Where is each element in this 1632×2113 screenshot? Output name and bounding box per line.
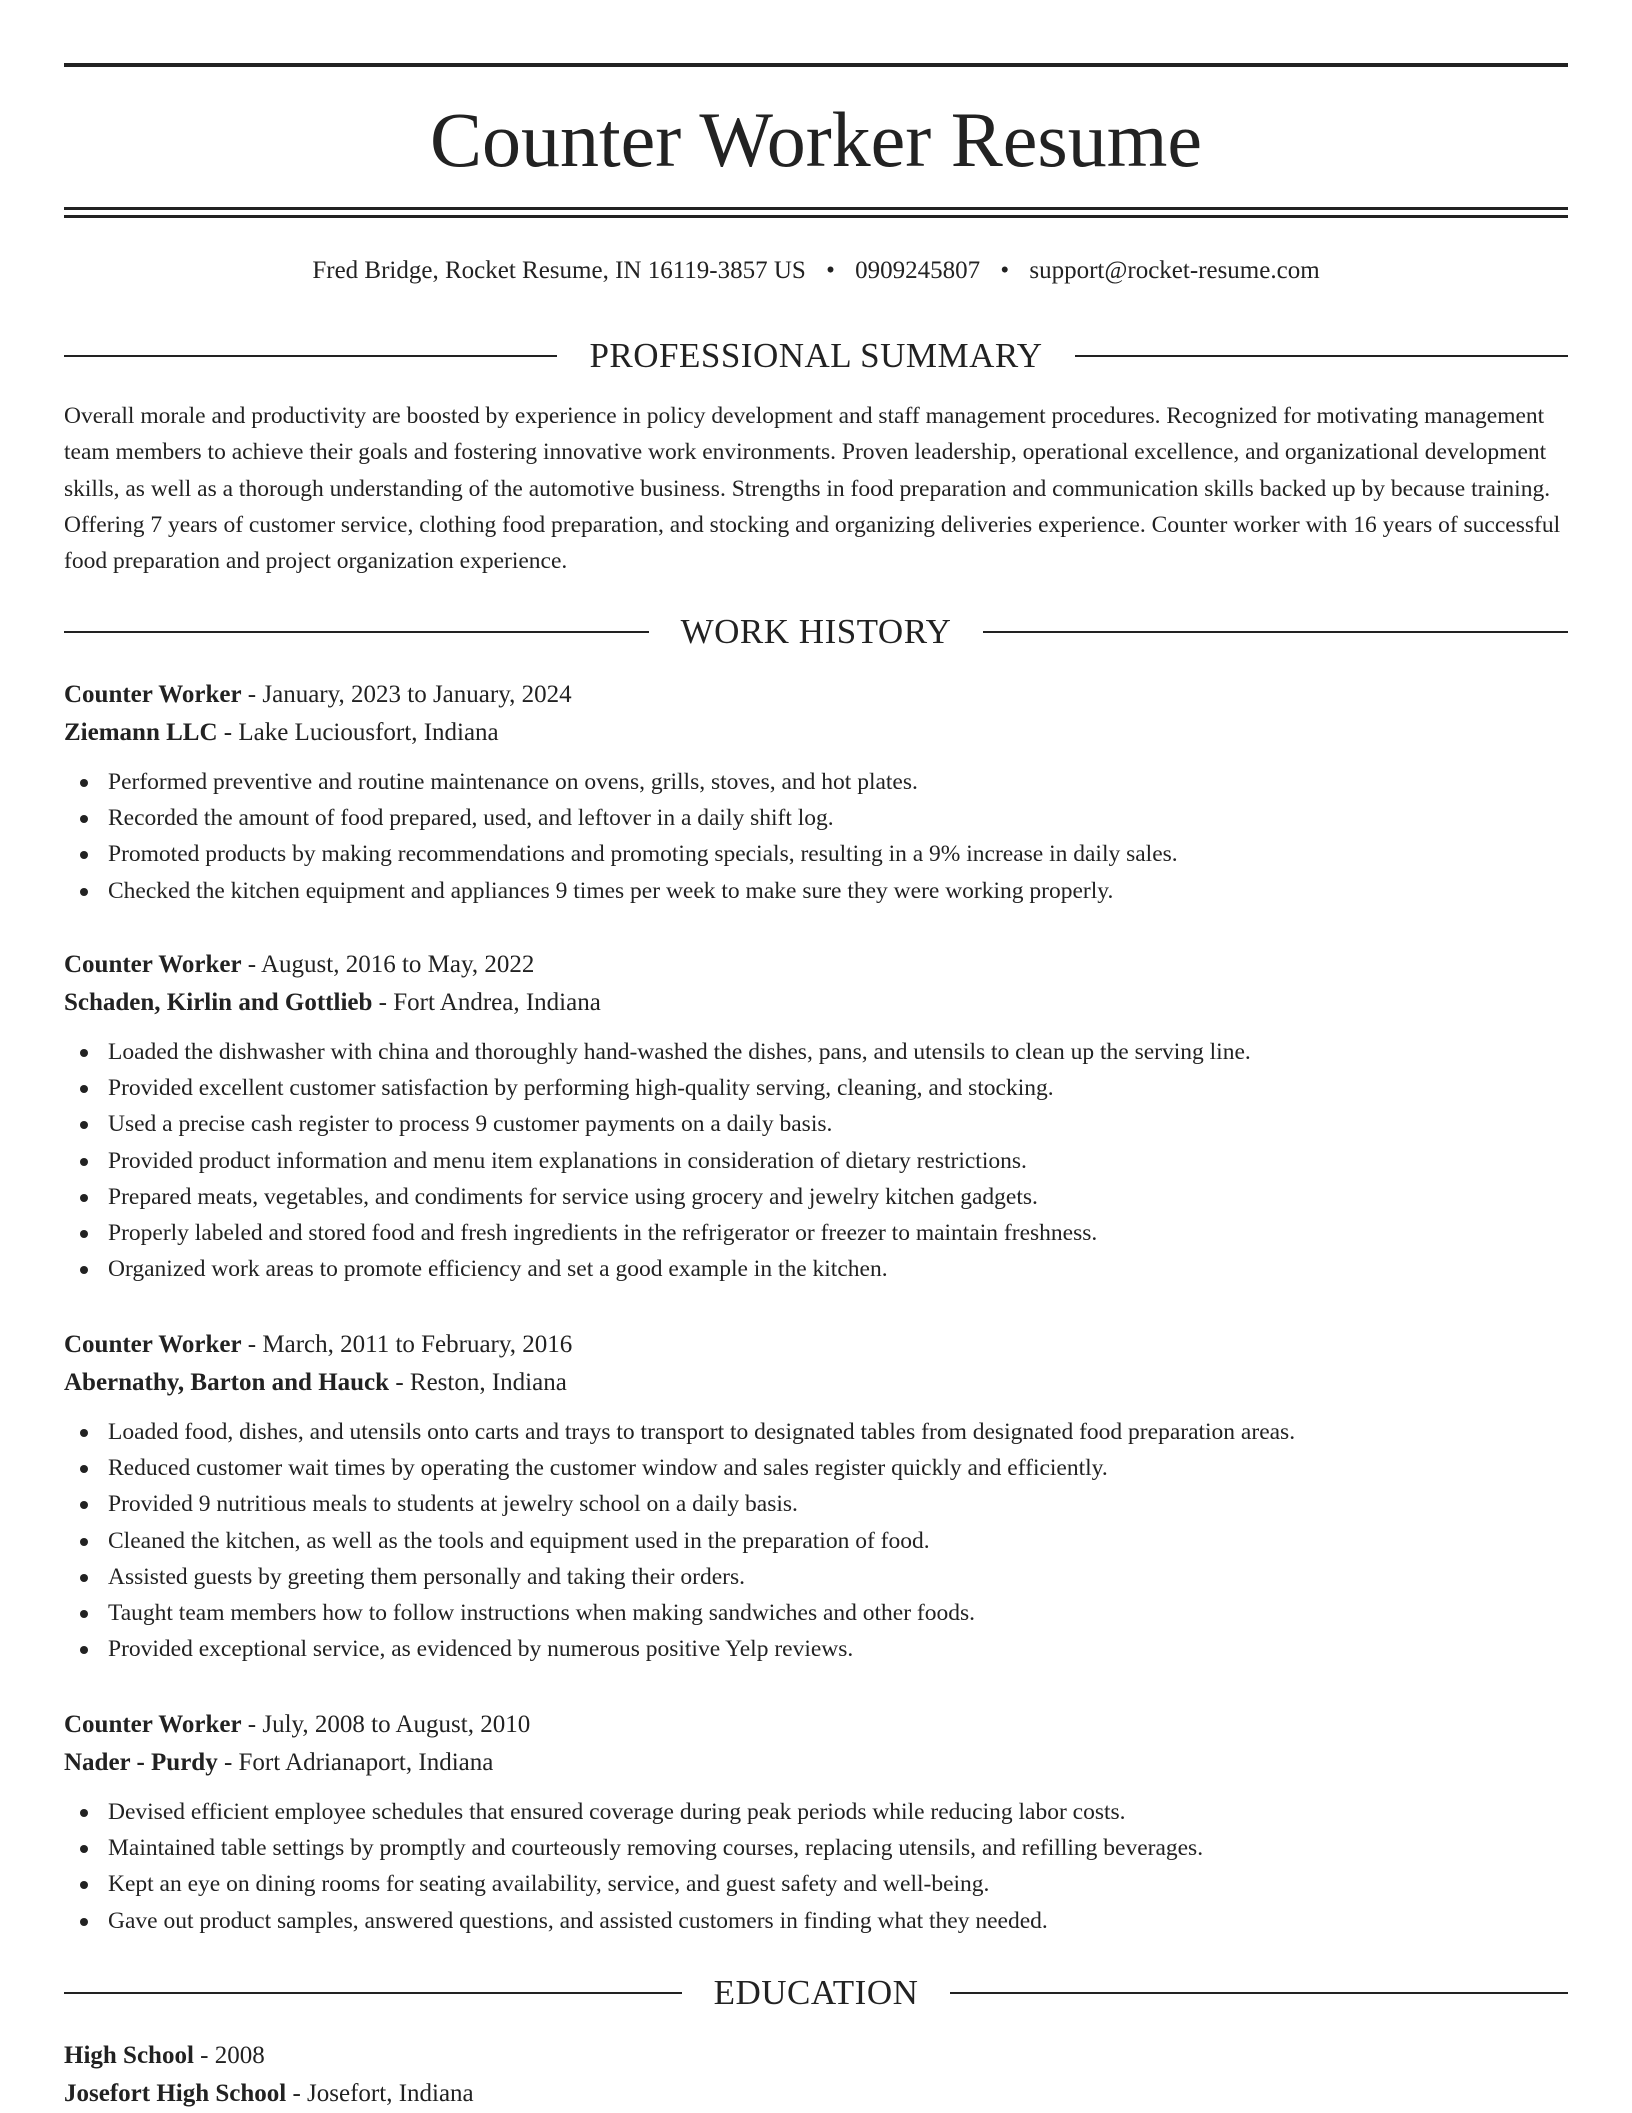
job-dates: - January, 2023 to January, 2024 — [241, 681, 572, 708]
bullet-text: Promoted products by making recommendations and promoting specials, resulting in a 9% increase in daily sales. — [108, 841, 1178, 868]
education-degree: High School — [64, 2042, 194, 2069]
job-title-line — [64, 676, 1568, 714]
bullet-text: Properly labeled and stored food and fresh ingredients in the refrigerator or freezer to maintain freshness. — [108, 1220, 1098, 1247]
bullet-icon — [80, 1194, 88, 1202]
education-section-header — [64, 1973, 1568, 2013]
bullet-text: Recorded the amount of food prepared, used, and leftover in a daily shift log. — [108, 805, 834, 832]
contact-phone: 0909245807 — [855, 257, 981, 284]
resume-title: Counter Worker Resume — [429, 96, 1203, 183]
list-item — [64, 1794, 1568, 1830]
job-company: Nader - Purdy — [64, 1749, 218, 1776]
bullet-text: Cleaned the kitchen, as well as the tools and equipment used in the preparation of food. — [108, 1527, 930, 1554]
job-bullets — [64, 764, 1568, 909]
job-title-line — [64, 946, 1568, 984]
bullet-text: Organized work areas to promote efficiency and set a good example in the kitchen. — [108, 1256, 888, 1283]
bullet-icon — [80, 1049, 88, 1057]
job-company: Schaden, Kirlin and Gottlieb — [64, 989, 373, 1016]
bullet-icon — [80, 1230, 88, 1238]
job-company-line — [64, 984, 1568, 1022]
education-school-line — [64, 2075, 1568, 2113]
job-company: Ziemann LLC — [64, 719, 218, 746]
bullet-icon — [80, 815, 88, 823]
job-title-line — [64, 1326, 1568, 1364]
work-section-header — [64, 612, 1568, 652]
bullet-text: Loaded food, dishes, and utensils onto carts and trays to transport to designated tables from designated food preparation areas. — [108, 1419, 1296, 1445]
education-degree-line — [64, 2037, 1568, 2075]
bullet-icon — [80, 1881, 88, 1889]
job-bullets — [64, 1794, 1568, 1939]
list-item — [64, 836, 1568, 872]
job-entry — [64, 946, 1568, 1287]
bullet-icon — [80, 779, 88, 787]
bullet-text: Maintained table settings by promptly and courteously removing courses, replacing utensils, and refilling beverages. — [108, 1835, 1204, 1862]
bullet-icon — [80, 1266, 88, 1274]
job-location: - Lake Luciousfort, Indiana — [217, 719, 499, 746]
job-company-line — [64, 714, 1568, 752]
title-double-rule-lower — [64, 215, 1568, 218]
contact-address: Fred Bridge, Rocket Resume, IN 16119-3857 US — [312, 257, 806, 284]
list-item — [64, 1559, 1568, 1595]
bullet-icon — [80, 1918, 88, 1926]
top-rule — [64, 63, 1568, 67]
list-item — [64, 1143, 1568, 1179]
job-dates: - August, 2016 to May, 2022 — [241, 951, 535, 978]
section-rule-right — [950, 1992, 1568, 1994]
bullet-icon — [80, 1465, 88, 1473]
bullet-icon — [80, 1574, 88, 1582]
contact-email: support@rocket-resume.com — [1029, 257, 1320, 284]
contact-separator: • — [826, 257, 835, 284]
bullet-text: Prepared meats, vegetables, and condiments for service using grocery and jewelry kitchen gadgets. — [108, 1183, 1038, 1210]
bullet-text: Performed preventive and routine maintenance on ovens, grills, stoves, and hot plates. — [108, 769, 918, 795]
education-location: - Josefort, Indiana — [286, 2080, 474, 2107]
list-item — [64, 1034, 1568, 1070]
bullet-icon — [80, 1085, 88, 1093]
summary-section-title: PROFESSIONAL SUMMARY — [589, 336, 1043, 375]
job-title: Counter Worker — [64, 681, 242, 708]
job-title: Counter Worker — [64, 951, 242, 978]
bullet-text: Loaded the dishwasher with china and thoroughly hand-washed the dishes, pans, and utensils to clean up the serving line. — [108, 1039, 1251, 1065]
job-entry — [64, 676, 1568, 909]
bullet-icon — [80, 888, 88, 896]
list-item — [64, 1595, 1568, 1631]
section-rule-left — [64, 631, 649, 633]
job-company: Abernathy, Barton and Hauck — [64, 1369, 390, 1396]
list-item — [64, 1179, 1568, 1215]
contact-separator: • — [1000, 257, 1010, 284]
bullet-text: Provided exceptional service, as evidenced by numerous positive Yelp reviews. — [108, 1636, 854, 1663]
bullet-icon — [80, 1845, 88, 1853]
list-item — [64, 1450, 1568, 1486]
list-item — [64, 1903, 1568, 1939]
list-item — [64, 1631, 1568, 1667]
job-company-line — [64, 1744, 1568, 1782]
job-bullets — [64, 1034, 1568, 1287]
summary-text: Overall morale and productivity are boosted by experience in policy development and staff management procedures. Recognized for motivating management team members to achieve their goals and fostering innovative work environments. Proven leadership, operational excellence, and organizational development skills, as well as a thorough understanding of the automotive business. Strengths in food preparation and communication skills backed up by because training. Offering 7 years of customer service, clothing food preparation, and stocking and organizing deliveries experience. Counter worker with 16 years of successful food preparation and project organization experience. — [64, 403, 1561, 575]
bullet-icon — [80, 1158, 88, 1166]
bullet-icon — [80, 1429, 88, 1437]
list-item — [64, 1866, 1568, 1902]
bullet-text: Assisted guests by greeting them personally and taking their orders. — [108, 1563, 745, 1590]
education-school: Josefort High School — [64, 2080, 287, 2107]
section-rule-left — [64, 355, 557, 357]
list-item — [64, 764, 1568, 800]
job-dates: - March, 2011 to February, 2016 — [241, 1331, 573, 1358]
list-item — [64, 1215, 1568, 1251]
bullet-icon — [80, 1646, 88, 1654]
bullet-text: Kept an eye on dining rooms for seating availability, service, and guest safety and well-being. — [108, 1871, 990, 1898]
list-item — [64, 1414, 1568, 1450]
bullet-icon — [80, 1538, 88, 1546]
bullet-text: Reduced customer wait times by operating the customer window and sales register quickly and efficiently. — [108, 1455, 1108, 1482]
job-entry — [64, 1326, 1568, 1667]
bullet-text: Gave out product samples, answered questions, and assisted customers in finding what they needed. — [108, 1907, 1048, 1934]
work-section-title: WORK HISTORY — [680, 612, 952, 651]
section-rule-right — [983, 631, 1568, 633]
job-title: Counter Worker — [64, 1711, 242, 1738]
job-title-line — [64, 1706, 1568, 1744]
job-bullets — [64, 1414, 1568, 1667]
list-item — [64, 1523, 1568, 1559]
bullet-text: Used a precise cash register to process 9 customer payments on a daily basis. — [108, 1111, 833, 1138]
list-item — [64, 1251, 1568, 1287]
bullet-text: Provided 9 nutritious meals to students at jewelry school on a daily basis. — [108, 1491, 798, 1518]
job-entry — [64, 1706, 1568, 1939]
job-location: - Reston, Indiana — [389, 1369, 567, 1396]
section-rule-right — [1075, 355, 1568, 357]
bullet-icon — [80, 1121, 88, 1129]
bullet-text: Checked the kitchen equipment and appliances 9 times per week to make sure they were working properly. — [108, 877, 1114, 904]
bullet-icon — [80, 1610, 88, 1618]
list-item — [64, 800, 1568, 836]
education-year: - 2008 — [193, 2042, 265, 2069]
summary-section-header — [64, 336, 1568, 376]
education-entry — [64, 2037, 1568, 2113]
bullet-icon — [80, 1809, 88, 1817]
list-item — [64, 1106, 1568, 1142]
contact-line — [64, 254, 1568, 288]
job-location: - Fort Adrianaport, Indiana — [217, 1749, 494, 1776]
job-title: Counter Worker — [64, 1331, 242, 1358]
bullet-text: Provided excellent customer satisfaction by performing high-quality serving, cleaning, and stocking. — [108, 1075, 1054, 1102]
list-item — [64, 1486, 1568, 1522]
list-item — [64, 873, 1568, 909]
section-rule-left — [64, 1992, 682, 1994]
job-dates: - July, 2008 to August, 2010 — [241, 1711, 531, 1738]
list-item — [64, 1070, 1568, 1106]
education-section-title: EDUCATION — [713, 1973, 919, 2012]
list-item — [64, 1830, 1568, 1866]
bullet-text: Provided product information and menu item explanations in consideration of dietary restrictions. — [108, 1147, 1027, 1174]
bullet-text: Devised efficient employee schedules that ensured coverage during peak periods while reducing labor costs. — [108, 1799, 1126, 1825]
bullet-text: Taught team members how to follow instructions when making sandwiches and other foods. — [108, 1600, 976, 1627]
bullet-icon — [80, 851, 88, 859]
bullet-icon — [80, 1501, 88, 1509]
job-location: - Fort Andrea, Indiana — [372, 989, 601, 1016]
title-double-rule-upper — [64, 207, 1568, 210]
job-company-line — [64, 1364, 1568, 1402]
